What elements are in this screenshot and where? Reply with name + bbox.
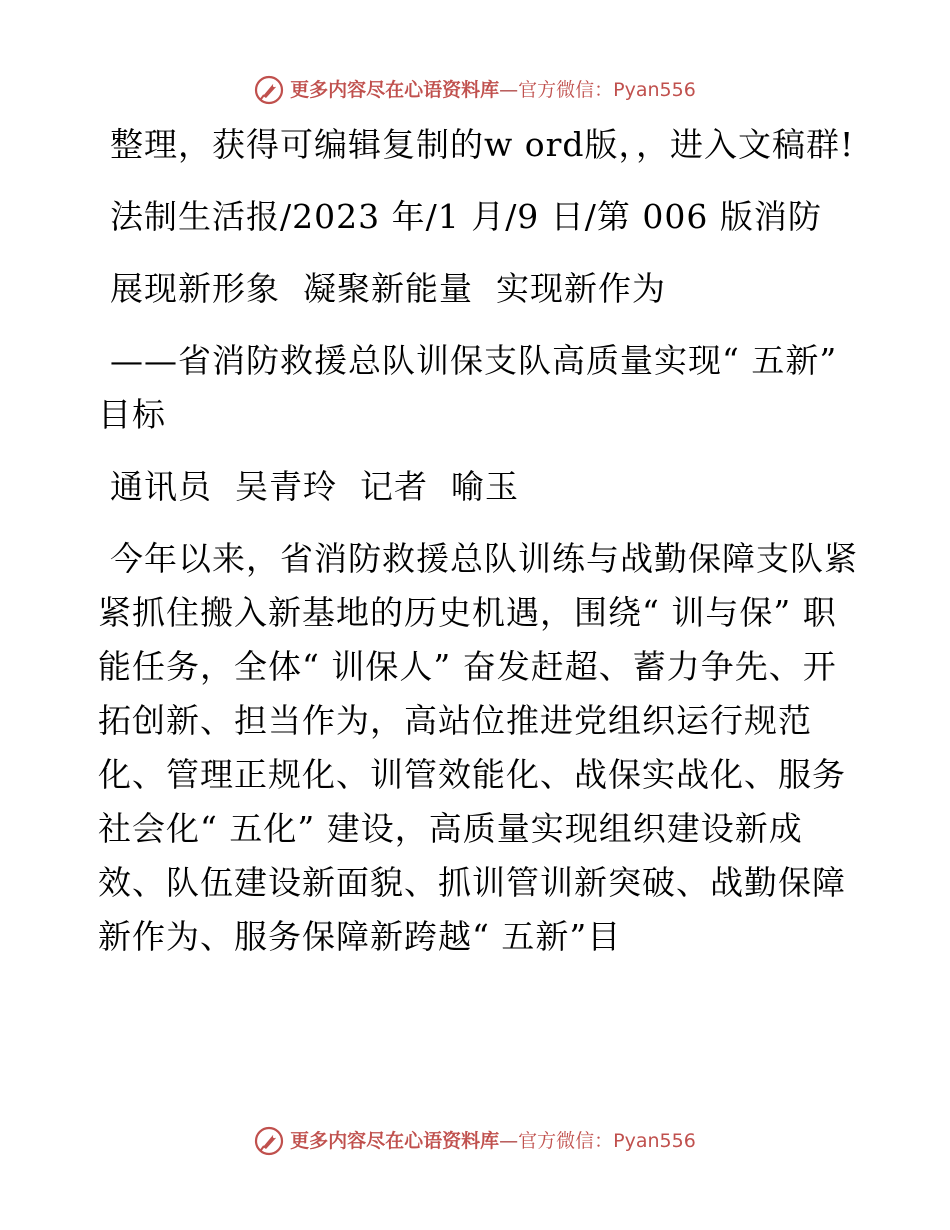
article-subtitle: ——省消防救援总队训保支队高质量实现“ 五新” 目标 [98,341,849,434]
pen-nib-logo-icon [254,75,284,105]
footer-watermark [0,1123,950,1159]
byline: 通讯员 吴青玲 记者 喻玉 [110,467,519,506]
article-title: 展现新形象 凝聚新能量 实现新作为 [110,269,666,308]
watermark-main-text: 更多内容尽在心语资料库 [290,1129,500,1152]
body-paragraph: 今年以来，省消防救援总队训练与战勤保障支队紧紧抓住搬入新基地的历史机遇，围绕“ 训与保” 职能任务，全体“ 训保人” 奋发赶超、蓄力争先、开拓创新、担当作为，高站位推进党组织运行规范化、管理正规化、训管效能化、战保实战化、服务社会化“ 五化” 建设，高质量实现组织建设新成效、队伍建设新面貌、抓训管训新突破、战勤保障新作为、服务保障新跨越“ 五新”目 [98,539,858,956]
watermark-separator: — [499,1129,519,1152]
pen-nib-logo-icon [254,1126,284,1156]
watermark-separator: — [499,78,519,101]
watermark-wechat-text: 官方微信：Pyan556 [518,78,696,101]
watermark-wechat-text: 官方微信：Pyan556 [518,1129,696,1152]
watermark-main-text: 更多内容尽在心语资料库 [290,78,500,101]
intro-paragraph: 整理，获得可编辑复制的w ord版，，进入文稿群! [110,125,855,164]
document-body [98,118,858,982]
source-line: 法制生活报/2023 年/1 月/9 日/第 006 版消防 [110,197,822,236]
header-watermark [0,72,950,108]
